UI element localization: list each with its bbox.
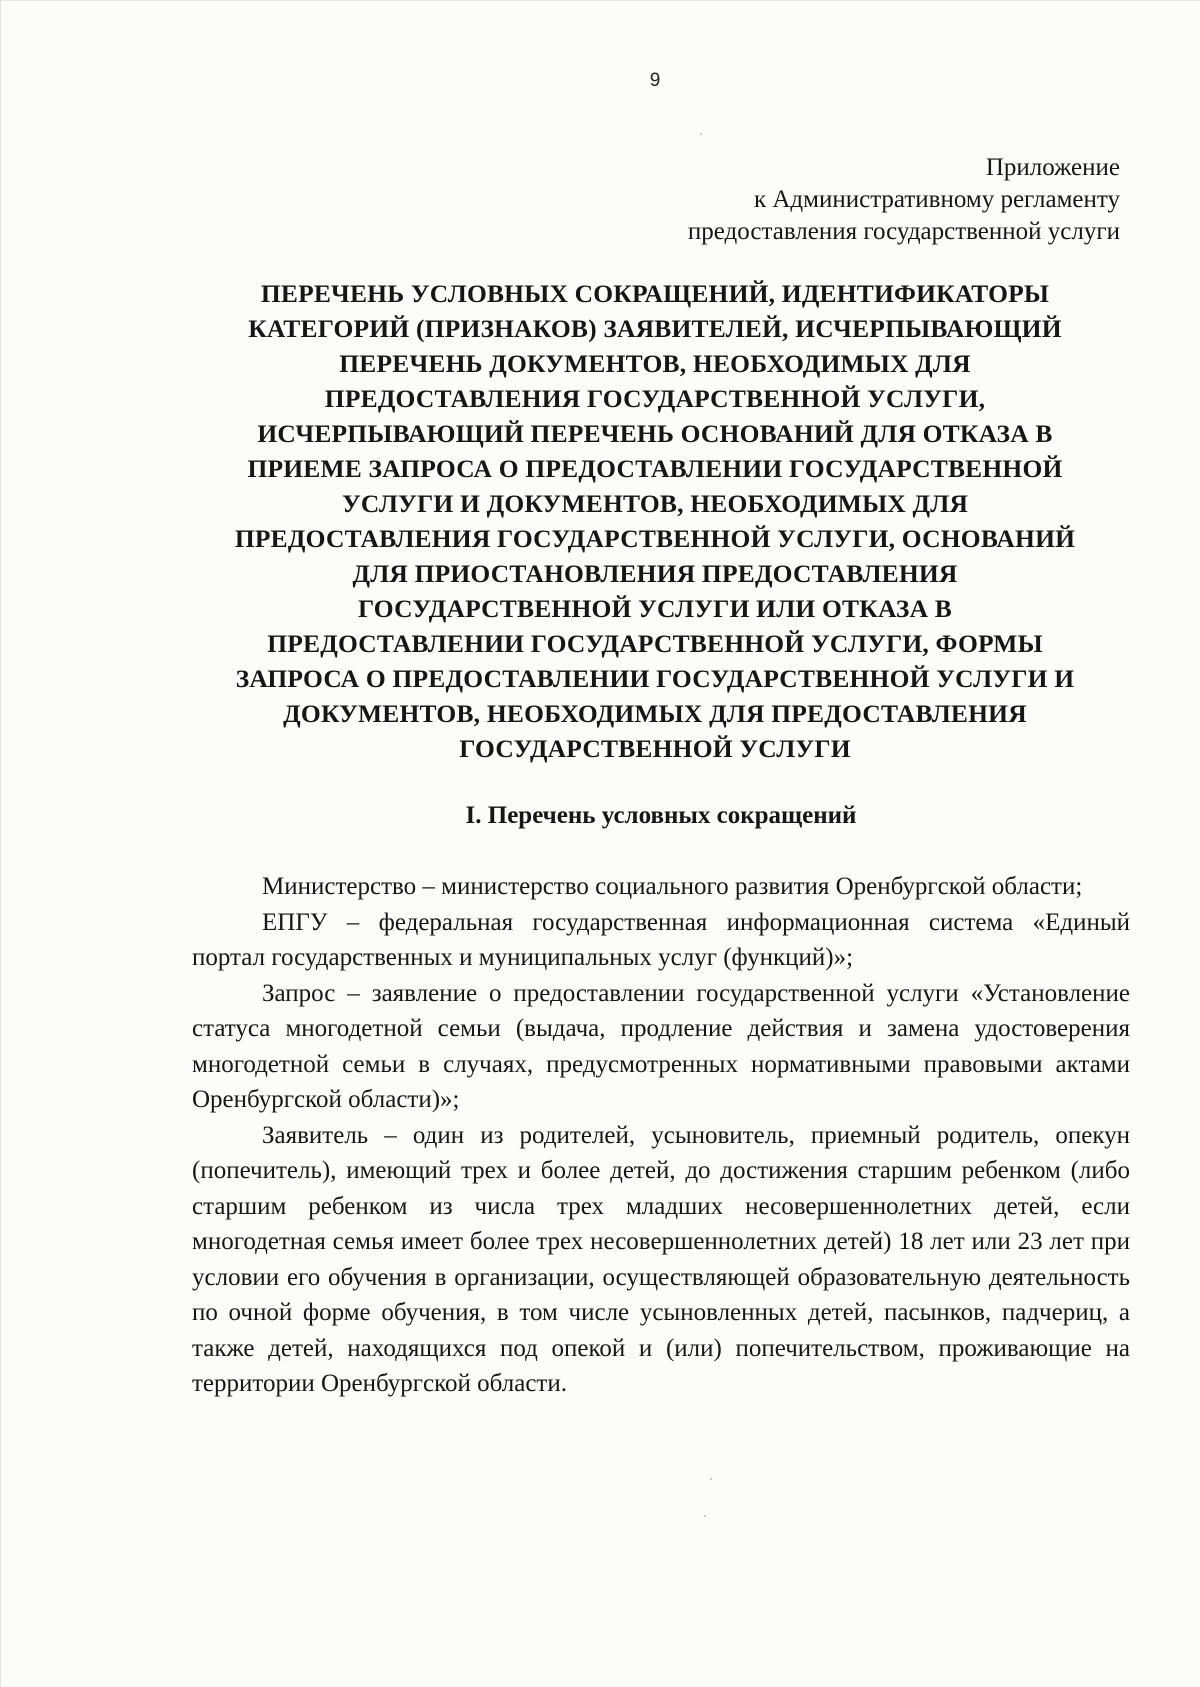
title-line: ПЕРЕЧЕНЬ ДОКУМЕНТОВ, НЕОБХОДИМЫХ ДЛЯ xyxy=(339,349,971,378)
paragraph-ministry: Министерство – министерство социального развития Оренбургской области; xyxy=(262,873,1083,900)
title-line: ПРЕДОСТАВЛЕНИИ ГОСУДАРСТВЕННОЙ УСЛУГИ, ФОРМЫ xyxy=(267,629,1043,658)
document-title xyxy=(180,276,1130,766)
title-line: КАТЕГОРИЙ (ПРИЗНАКОВ) ЗАЯВИТЕЛЕЙ, ИСЧЕРПЫВАЮЩИЙ xyxy=(248,314,1062,343)
title-line: ПЕРЕЧЕНЬ УСЛОВНЫХ СОКРАЩЕНИЙ, ИДЕНТИФИКАТОРЫ xyxy=(260,279,1050,308)
page-number: 9 xyxy=(649,70,661,91)
paragraph-epgu: ЕПГУ – федеральная государственная информационная система «Единый портал государственных и муниципальных услуг (функций)»; xyxy=(192,908,1130,971)
appendix-line: к Административному регламенту xyxy=(753,186,1120,213)
title-line: ПРЕДОСТАВЛЕНИЯ ГОСУДАРСТВЕННОЙ УСЛУГИ, ОСНОВАНИЙ xyxy=(234,524,1076,553)
title-line: ДЛЯ ПРИОСТАНОВЛЕНИЯ ПРЕДОСТАВЛЕНИЯ xyxy=(352,559,958,588)
appendix-note xyxy=(688,152,1120,248)
title-line: ПРИЕМЕ ЗАПРОСА О ПРЕДОСТАВЛЕНИИ ГОСУДАРСТВЕННОЙ xyxy=(247,454,1063,483)
appendix-line: Приложение xyxy=(985,154,1120,181)
scan-speck xyxy=(710,1478,712,1480)
title-line: ГОСУДАРСТВЕННОЙ УСЛУГИ xyxy=(459,734,851,763)
paragraph-applicant: Заявитель – один из родителей, усыновитель, приемный родитель, опекун (попечитель), имеющий трех и более детей, до достижения старшим ребенком (либо старшим ребенком из числа трех младших несовершеннолетних детей, если многодетная семья имеет более трех несовершеннолетних детей) 18 лет или 23 лет при условии его обучения в организации, осуществляющей образовательную деятельность по очной форме обучения, в том числе усыновленных детей, пасынков, падчериц, а также детей, находящихся под опекой и (или) попечительством, проживающие на территории Оренбургской области. xyxy=(192,1121,1130,1397)
title-line: ИСЧЕРПЫВАЮЩИЙ ПЕРЕЧЕНЬ ОСНОВАНИЙ ДЛЯ ОТКАЗА В xyxy=(257,419,1053,448)
title-line: ПРЕДОСТАВЛЕНИЯ ГОСУДАРСТВЕННОЙ УСЛУГИ, xyxy=(324,384,986,413)
body-text xyxy=(192,869,1130,1402)
title-line: ДОКУМЕНТОВ, НЕОБХОДИМЫХ ДЛЯ ПРЕДОСТАВЛЕНИЯ xyxy=(283,699,1027,728)
section-heading: I. Перечень условных сокращений xyxy=(465,802,857,829)
appendix-line: предоставления государственной услуги xyxy=(687,218,1120,245)
title-line: УСЛУГИ И ДОКУМЕНТОВ, НЕОБХОДИМЫХ ДЛЯ xyxy=(341,489,969,518)
title-line: ГОСУДАРСТВЕННОЙ УСЛУГИ ИЛИ ОТКАЗА В xyxy=(357,594,952,623)
paragraph-request: Запрос – заявление о предоставлении государственной услуги «Установление статуса многодетной семьи (выдача, продление действия и замена удостоверения многодетной семьи в случаях, предусмотренных нормативными правовыми актами Оренбургской области)»; xyxy=(192,979,1130,1113)
scan-speck xyxy=(700,133,702,135)
title-line: ЗАПРОСА О ПРЕДОСТАВЛЕНИИ ГОСУДАРСТВЕННОЙ УСЛУГИ И xyxy=(235,664,1075,693)
scan-speck xyxy=(704,1515,706,1517)
